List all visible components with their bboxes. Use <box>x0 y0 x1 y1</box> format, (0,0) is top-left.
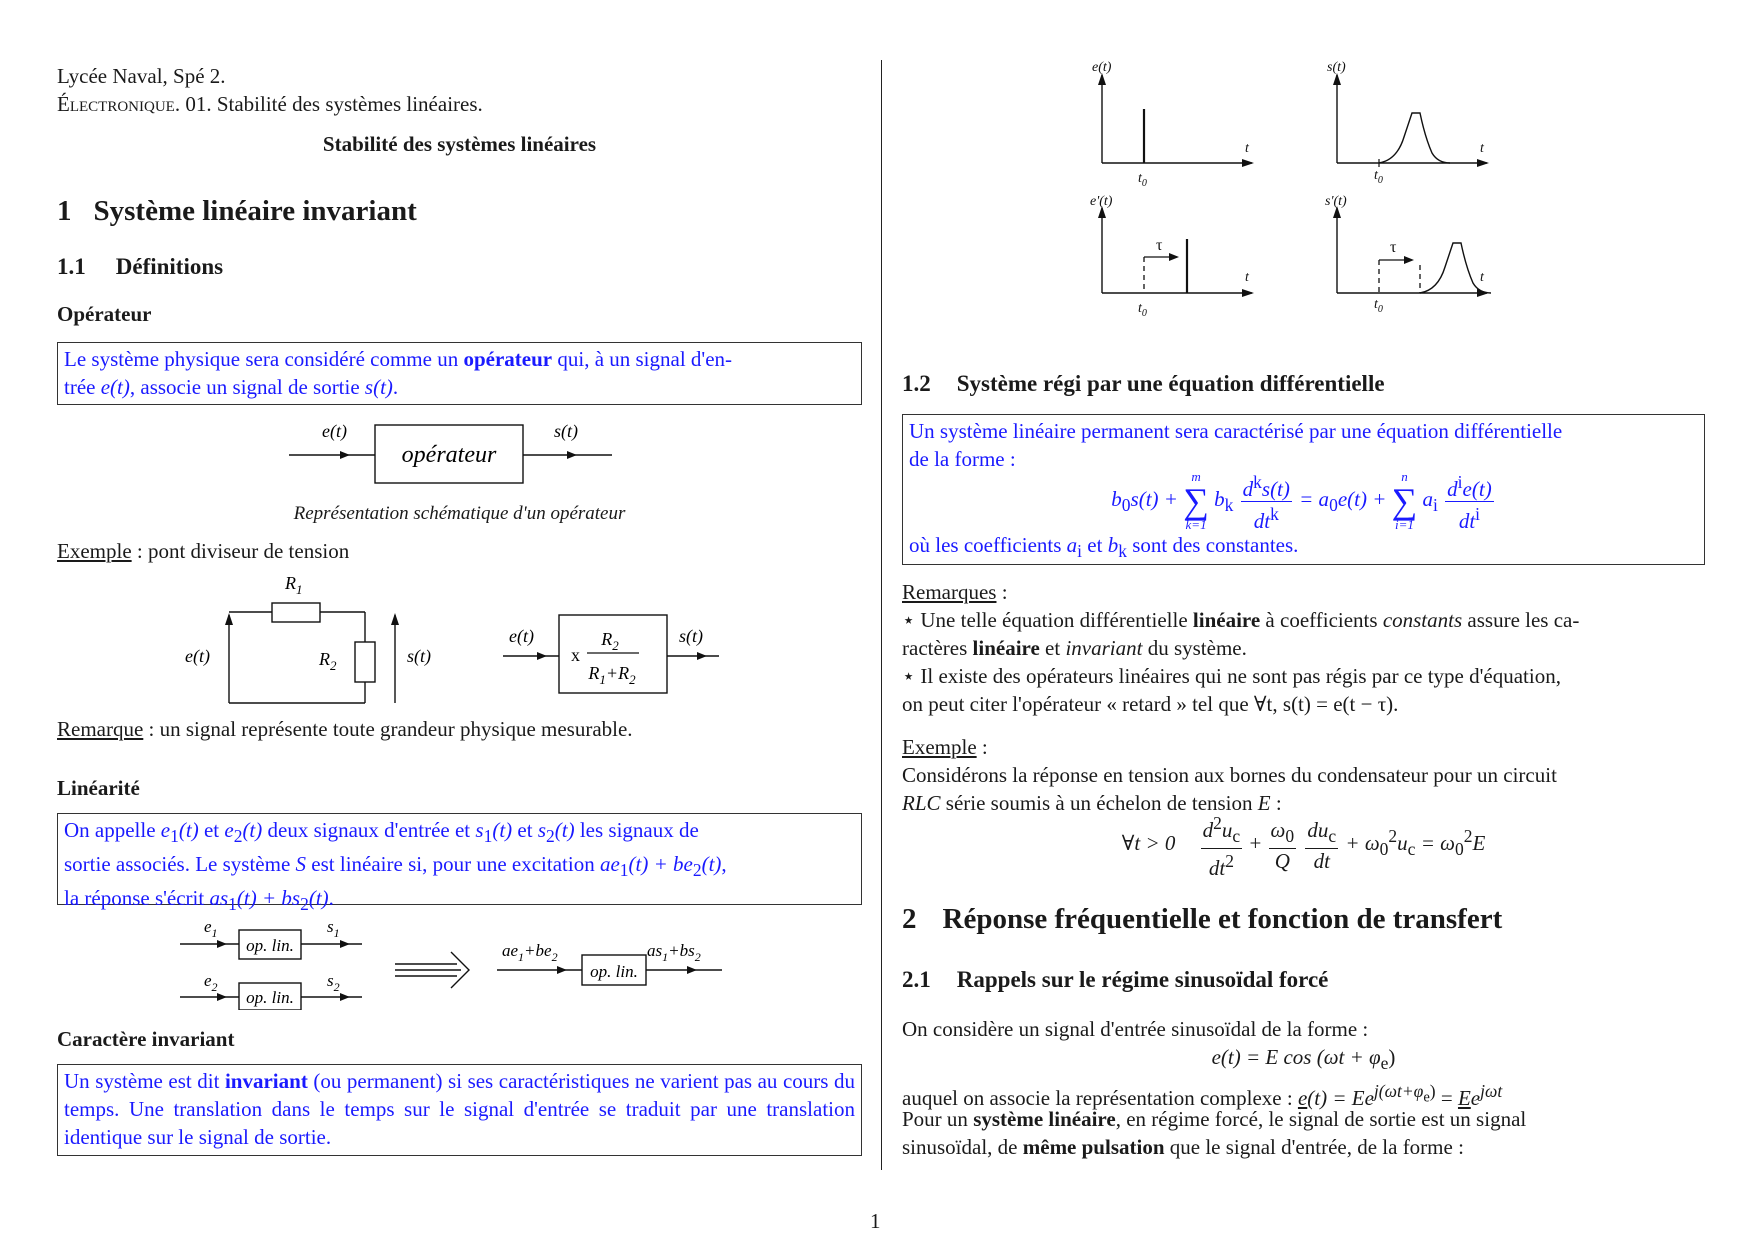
op-lin-label-top: op. lin. <box>246 936 294 955</box>
header-line2: Électronique. 01. Stabilité des systèmes linéaires. <box>57 92 483 116</box>
diffeq-equation: $b_0s(t) + m$ ∑ k=1 $b_k$ $\frac{d^ks(t)}{dt^k}$ = $a_0e(t) + n$ ∑ i=1 $a_i$ $\frac{d^ie(t)}{dt^i}$ <box>1111 469 1492 533</box>
complex-representation-line: auquel on associe la représentation complexe : $e(t) = Ee^{j(\omega t+\varphi_e)} = Ee^{j\omega t}$ <box>902 1081 1503 1111</box>
tau-arrow-icon <box>1169 253 1179 261</box>
combined-input-arrow-icon <box>557 966 567 974</box>
linearite-diagram <box>57 910 862 1010</box>
sinusoidal-paragraph: On considère un signal d'entrée sinusoïdal de la forme : e(t) = E $\cos (\omega t + \varphi_e)$ auquel on associe la représentation complexe : $e(t) = Ee^{j(\omega t+\varphi_e)} = Ee^{j\omega t}$ <box>902 1015 1705 1112</box>
block-et-label: e(t) <box>509 626 534 646</box>
combined-output-label: $as_1+bs_2$ <box>647 941 701 964</box>
sum-i-icon: n ∑ i=1 <box>1391 469 1418 533</box>
svg-text:t: t <box>1245 270 1249 285</box>
section-1-heading: 1 Système linéaire invariant <box>57 195 417 227</box>
svg-text:τ: τ <box>1390 239 1397 256</box>
svg-text:e'(t): e'(t) <box>1090 194 1113 209</box>
input-arrow-icon <box>340 451 350 459</box>
section-2-heading: 2 Réponse fréquentielle et fonction de transfert <box>902 903 1503 935</box>
e1-arrow-icon <box>217 940 227 948</box>
svg-text:t: t <box>1480 270 1484 285</box>
combined-input-label: $ae_1+be_2$ <box>502 941 558 964</box>
differential-equation-box <box>902 414 1705 565</box>
diffeq-box-line1: Un système linéaire permanent sera caractérisé par une équation différentielle <box>909 419 1563 443</box>
response-st-shifted <box>1420 243 1491 293</box>
r2-label: $R_2$ <box>319 649 337 673</box>
sum-k-icon: m ∑ k=1 <box>1183 469 1209 533</box>
svg-text:t: t <box>1480 141 1484 156</box>
diffeq-box-line2: de la forme : <box>909 447 1016 471</box>
subsection-1-1-heading: 1.1 Définitions <box>57 254 224 279</box>
invariant-definition-box: Un système est dit invariant (ou permanent) si ses caractéristiques ne varient pas au cours du temps. Une translation dans le temps sur le signal d'entrée se traduit par une translation identique sur le signal de sortie. <box>57 1064 862 1156</box>
block-output-arrow-icon <box>697 652 707 660</box>
svg-text:t0: $t_0$ <box>1138 301 1147 319</box>
svg-text:τ: τ <box>1156 237 1163 254</box>
gain-denominator: $R_1+R_2$ <box>588 663 636 687</box>
implies-icon <box>395 952 469 988</box>
svg-text:t0: $t_0$ <box>1374 168 1383 186</box>
combined-output-arrow-icon <box>687 966 697 974</box>
forced-regime-paragraph: Pour un système linéaire, en régime forcé, le signal de sortie est un signal sinusoïdal, de même pulsation que le signal d'entrée, de la forme : <box>902 1107 1527 1159</box>
document-title: Stabilité des systèmes linéaires <box>322 132 597 156</box>
svg-text:t0: $t_0$ <box>1374 297 1383 315</box>
op-lin-label-bottom: op. lin. <box>246 988 294 1007</box>
response-st <box>1379 113 1450 163</box>
et-arrow-icon <box>225 613 233 625</box>
page-number: 1 <box>870 1209 881 1233</box>
linearite-heading: Linéarité <box>57 776 140 800</box>
tau-arrow-icon-2 <box>1404 256 1414 264</box>
et-label: e(t) <box>185 646 210 666</box>
resistor-r2 <box>355 642 375 682</box>
invariant-heading: Caractère invariant <box>57 1027 235 1051</box>
operateur-caption: Représentation schématique d'un opérateur <box>293 503 626 524</box>
svg-text:t: t <box>1245 141 1249 156</box>
op-lin-label-combined: op. lin. <box>590 962 638 981</box>
plot-st <box>1327 60 1489 186</box>
diagram-block-label: opérateur <box>401 442 497 468</box>
subsection-2-1-heading: 2.1 Rappels sur le régime sinusoïdal forcé <box>902 967 1329 992</box>
times-symbol: x <box>571 645 580 665</box>
st-arrow-icon <box>391 613 399 625</box>
linearite-definition-box: On appelle $e_1(t)$ et $e_2(t)$ deux signaux d'entrée et $s_1(t)$ et $s_2(t)$ les signaux de sortie associés. Le système S est linéaire si, pour une excitation $ae_1(t) + be_2(t)$, la réponse s'écrit $as_1(t) + bs_2(t)$. <box>57 813 862 905</box>
gain-numerator: $R_2$ <box>601 629 619 653</box>
remarque-line: Remarque : un signal représente toute grandeur physique mesurable. <box>57 717 633 741</box>
operateur-definition-box: Le système physique sera considéré comme un opérateur qui, à un signal d'en- trée e(t), associe un signal de sortie s(t). <box>57 342 862 405</box>
plot-et <box>1092 60 1254 189</box>
block-input-arrow-icon <box>537 652 547 660</box>
e2-arrow-icon <box>217 993 227 1001</box>
invariance-time-plots <box>902 55 1705 335</box>
output-arrow-icon <box>567 451 577 459</box>
resistor-r1 <box>272 603 320 622</box>
svg-text:e(t): e(t) <box>1092 60 1112 75</box>
diagram-input-label: e(t) <box>322 421 347 441</box>
r1-label: $R_1$ <box>285 573 303 597</box>
svg-text:s(t): s(t) <box>1327 60 1346 75</box>
column-divider <box>881 60 882 1170</box>
diagram-output-label: s(t) <box>554 421 578 441</box>
rlc-equation: ∀t > 0 $\frac{d^2u_c}{dt^2}$ + $\frac{\omega_0}{Q}$ $\frac{du_c}{dt}$ + $\omega_0^2u_c = \omega_0^2E$ <box>1121 812 1486 880</box>
s2-arrow-icon <box>340 993 350 1001</box>
remarques-block: Remarques : ⋆ Une telle équation différentielle linéaire à coefficients constants assure les ca- ractères linéaire et invariant du système. ⋆ Il existe des opérateurs linéaires qui ne sont pas régis par ce type d'équation, on peut citer l'opérateur « retard » tel que ∀t, s(t) = e(t − τ). <box>902 580 1580 716</box>
svg-text:s'(t): s'(t) <box>1325 194 1347 209</box>
block-st-label: s(t) <box>679 626 703 646</box>
exemple-rlc-block: Exemple : Considérons la réponse en tension aux bornes du condensateur pour un circuit RLC série soumis à un échelon de tension E : <box>902 735 1557 815</box>
voltage-divider-diagram <box>57 565 862 710</box>
s1-label: $s_1$ <box>327 917 340 940</box>
operateur-heading: Opérateur <box>57 302 152 326</box>
header-line1: Lycée Naval, Spé 2. <box>57 64 226 88</box>
e2-label: $e_2$ <box>204 971 218 994</box>
sinusoid-equation: e(t) = E $\cos (\omega t + \varphi_e)$ <box>1211 1045 1396 1074</box>
s1-arrow-icon <box>340 940 350 948</box>
diffeq-box-line4: où les coefficients $a_i$ et $b_k$ sont des constantes. <box>909 533 1299 562</box>
subsection-1-2-heading: 1.2 Système régi par une équation différentielle <box>902 371 1385 396</box>
plot-st-shifted <box>1325 194 1491 315</box>
st-label: s(t) <box>407 646 431 666</box>
svg-text:t0: $t_0$ <box>1138 171 1147 189</box>
e1-label: $e_1$ <box>204 917 218 940</box>
s2-label: $s_2$ <box>327 971 340 994</box>
plot-et-shifted <box>1090 194 1254 319</box>
exemple-line: Exemple : pont diviseur de tension <box>57 539 350 563</box>
